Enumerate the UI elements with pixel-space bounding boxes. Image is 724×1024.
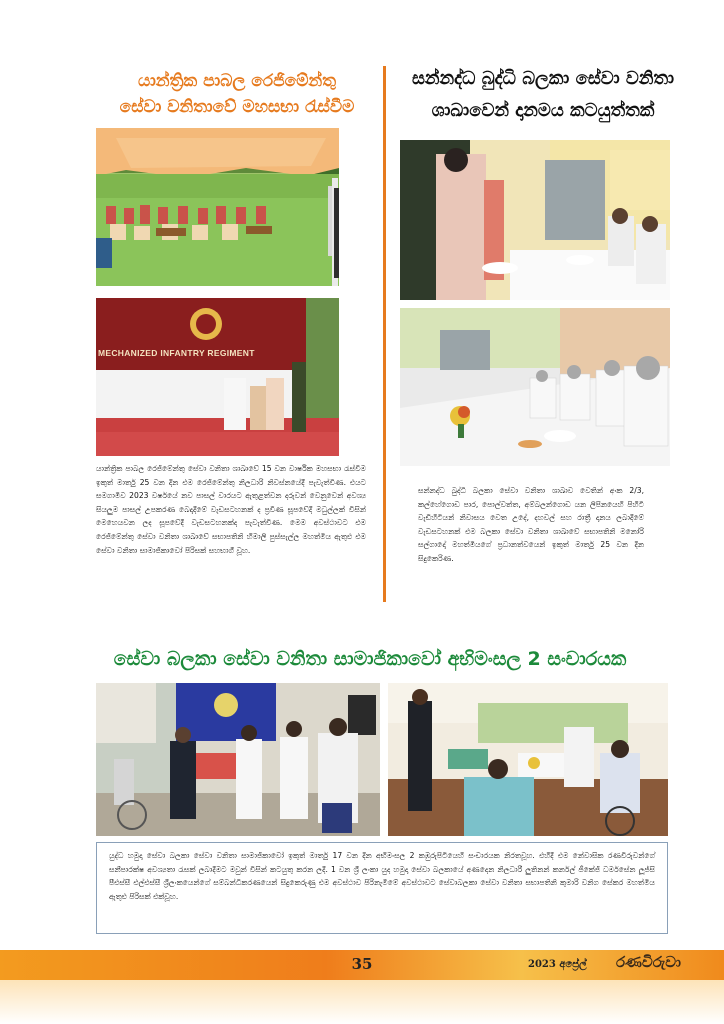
left-photo-regiment-stage bbox=[96, 298, 339, 456]
page-number: 35 bbox=[351, 955, 373, 973]
right-article-body: සන්නද්ධ බුද්ධි බලකා සේවා වනිතා ශාඛාව වෙතින් අංක 2/3, කල්හේගොඩ පාර, පොල්වත්ත, අම්බලන්ගොඩ යන ලිපිනයෙහි පිහිටි වැඩිහිටියන් නිවාසය වෙත උදේ, දහවල් සහ රාත්‍රී දානය ලබාදීමේ වැඩසටහනක් එම බලකා සේවා වනිතා ශාඛාවේ සභාපතිනි මනෝරි සල්ගාදෝ මහත්මියගේ ප්‍රධානත්වයෙන් ඉකුත් මාර්තු 25 වන දින සිදුකෙරිණ. bbox=[418, 486, 644, 563]
footer-lower bbox=[0, 980, 724, 1024]
left-article-title-line1: යාන්ත්‍රික පාබල රෙජිමේන්තු bbox=[137, 71, 337, 91]
left-photo-tent-gathering bbox=[96, 128, 339, 286]
left-article-title-line2: සේවා වනිතාවේ මහසභා රැස්වීම bbox=[119, 97, 355, 117]
bottom-article-title: සේවා බලකා සේවා වනිතා සාමාජිකාවෝ අභිමංසල 2 සංචාරයක bbox=[113, 648, 627, 670]
right-photo-elders-dining bbox=[400, 308, 670, 466]
right-photo-food-serving bbox=[400, 140, 670, 300]
bottom-photo-dining-room bbox=[388, 683, 668, 836]
column-divider bbox=[383, 66, 386, 602]
magazine-name: රණවිරුවා bbox=[616, 953, 681, 971]
right-article-title-line2: ශාඛාවෙන් දානමය කටයුත්තක් bbox=[431, 100, 655, 121]
right-article-title-line1: සන්නද්ධ බුද්ධි බලකා සේවා වනිතා bbox=[411, 68, 675, 89]
regiment-banner-text: MECHANIZED INFANTRY REGIMENT bbox=[98, 348, 255, 358]
bottom-photo-donation bbox=[96, 683, 380, 836]
left-article-body: යාන්ත්‍රික පාබල රෙජිමේන්තු සේවා වනිතා ශාඛාවේ 15 වන වාර්ෂික මහසභා රැස්වීම ඉකුත් මාර්තු 25 වන දින එම රෙජිමේන්තු නිලධාරි නිවස්නයේදී පැවැත්විණ. එයට සමගාමීව 2023 වර්ෂයේ නව පාසල් වාරයට ඇතුළත්වන දරුවන් වෙනුවෙන් අවශ්‍ය සියලුම පාසල් උපකරණ බෙදාදීමේ වැඩසටහනක් ද ප්‍රවීණ සූපවේදී මධුල්ලක් විසින් මෙහෙයවන ලද සූපවේදී වැඩසටහනක්ද පැවැත්විණ. මෙම අවස්ථාවට එම රෙජිමේන්තු සේවා වනිතා ශාඛාවේ සභාපතිනි හිමාලි පුස්සැල්ල මහත්මිය ඇතුළු එම සේවා වනිතා සාමාජිකාවෝ පිරිසක් සහභාගී වූහ. bbox=[96, 464, 366, 555]
bottom-article-body: යුද්ධ හමුදා සේවා බලකා සේවා වනිතා සාමාජිකාවෝ ඉකුත් මාර්තු 17 වන දින අභිමංසල 2 කඹුරුපිටියෙහි සංචාරයක නිරතවූහ. එහිදී එම නේවාසික රණවිරුවන්ගේ සනීපාරක්ෂ අවශ්‍යතා රැසක් ලබාදීමට මවුන් විසින් කටයුතු කරන ලදී. 1 වන ශ්‍රී ලංකා යුද හමුදා සේවා බලකායේ අණදෙන නිලධාරී ලුතිනන් කර්නල් ජීකේජි ධර්මසේන ලූජ්සි පීඑස්සී එල්එස්සී ශ්‍රීලංකයෙන්ගේ සම්බන්ධීකරණයෙන් සිදුකෙරුණු එම අවස්ථාව පිරිනැමීමේ අවස්ථාවට සේවාබලකා සේවා වනිතා සභාපතිනි කුමාරි වනිග සේකර මහත්මිය ඇතුළු පිරිසක් එක්වූහ. bbox=[109, 851, 655, 901]
issue-date: 2023 අප්‍රේල් bbox=[528, 959, 587, 970]
bottom-article-caption-box bbox=[96, 842, 668, 934]
